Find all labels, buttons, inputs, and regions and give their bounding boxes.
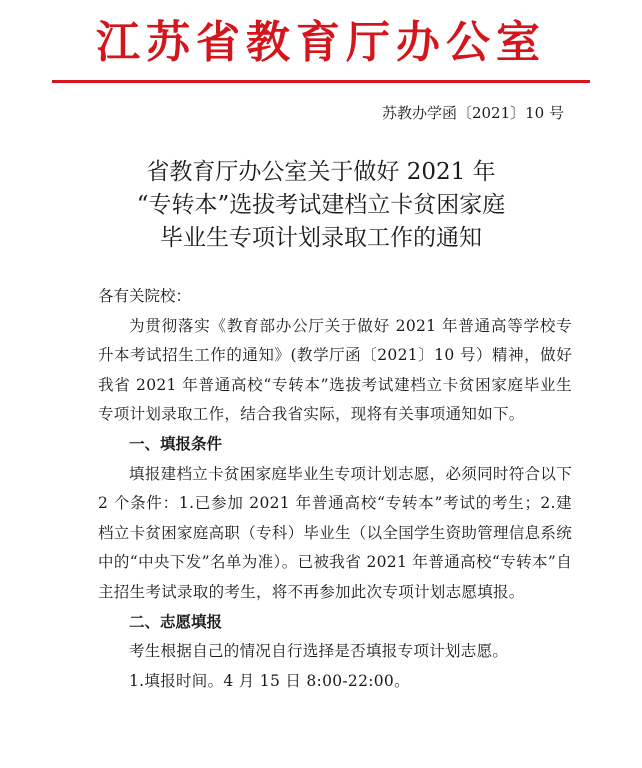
letterhead-title: 江苏省教育厅办公室 [96, 17, 546, 68]
intro-paragraph: 为贯彻落实《教育部办公厅关于做好 2021 年普通高等学校专升本考试招生工作的通知》(教学厅函〔2021〕10 号）精神，做好我省 2021 年普通高校“专转本”选拔考试建档立卡贫困家庭毕业生专项计划录取工作，结合我省实际，现将有关事项通知如下。 [98, 316, 572, 424]
conditions-paragraph: 填报建档立卡贫困家庭毕业生专项计划志愿，必须同时符合以下 2 个条件：1.已参加 2021 年普通高校“专转本”考试的考生；2.建档立卡贫困家庭高职（专科）毕业生（以全国学生资助管理信息系统中的“中央下发”名单为准）。已被我省 2021 年普通高校“专转本”自主招生考试录取的考生，将不再参加此次专项计划志愿填报。 [98, 464, 573, 601]
document-title-line-3: 毕业生专项计划录取工作的通知 [160, 225, 482, 251]
application-paragraph: 考生根据自己的情况自行选择是否填报专项计划志愿。 [129, 642, 509, 661]
section-heading-application: 二、志愿填报 [129, 612, 223, 631]
document-title-line-2: “专转本”选拔考试建档立卡贫困家庭 [136, 192, 506, 218]
section-heading-conditions: 一、填报条件 [129, 434, 223, 453]
document-number: 苏教办学函〔2021〕10 号 [381, 104, 564, 122]
application-time-paragraph: 1.填报时间。4 月 15 日 8:00-22:00。 [129, 671, 410, 690]
document-body [98, 282, 572, 696]
document-title [0, 156, 642, 255]
salutation: 各有关院校： [98, 287, 192, 305]
document-title-line-1: 省教育厅办公室关于做好 2021 年 [146, 159, 496, 185]
letterhead-red-rule [52, 80, 590, 83]
